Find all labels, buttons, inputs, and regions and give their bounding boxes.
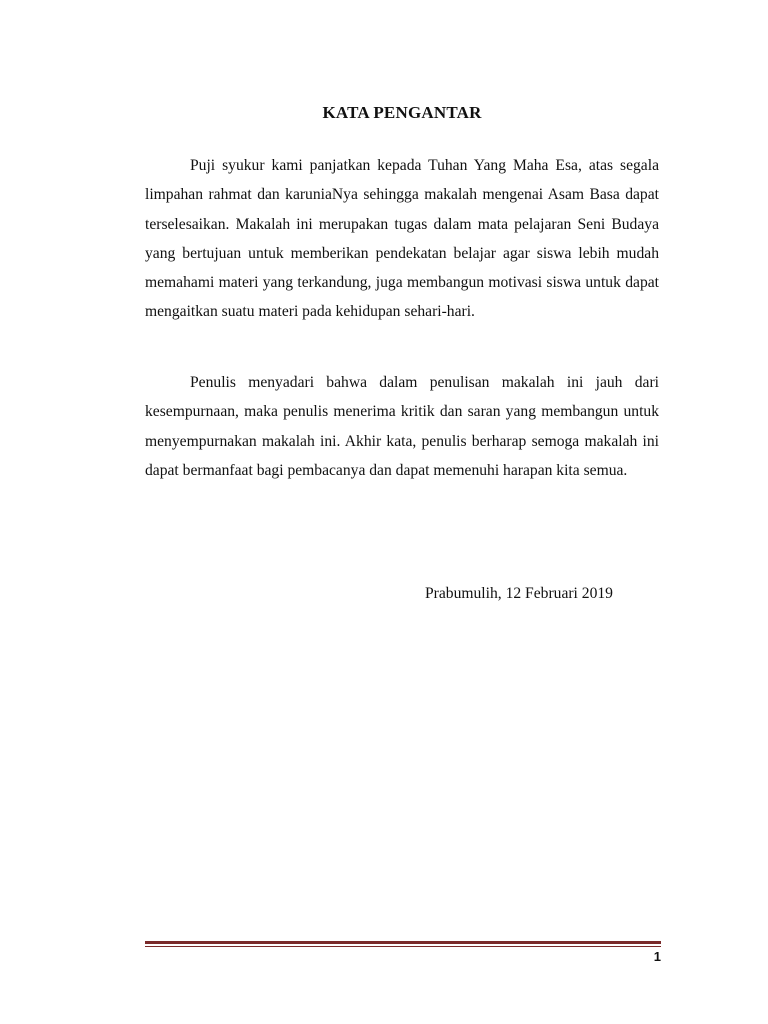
page-title: KATA PENGANTAR <box>322 103 482 122</box>
paragraph-1: Puji syukur kami panjatkan kepada Tuhan Yang Maha Esa, atas segala limpahan rahmat dan karuniaNya sehingga makalah mengenai Asam Basa dapat terselesaikan. Makalah ini merupakan tugas dalam mata pelajaran Seni Budaya yang bertujuan untuk memberikan pendekatan belajar agar siswa lebih mudah memahami materi yang terkandung, juga membangun motivasi siswa untuk dapat mengaitkan suatu materi pada kehidupan sehari-hari. <box>145 157 659 321</box>
footer-rule-thick <box>145 941 661 944</box>
page-number: 1 <box>653 949 661 964</box>
footer-rule-thin <box>145 946 661 947</box>
paragraph-2: Penulis menyadari bahwa dalam penulisan makalah ini jauh dari kesempurnaan, maka penulis menerima kritik dan saran yang membangun untuk menyempurnakan makalah ini. Akhir kata, penulis berharap semoga makalah ini dapat bermanfaat bagi pembacanya dan dapat memenuhi harapan kita semua. <box>145 374 659 479</box>
signature-place-date: Prabumulih, 12 Februari 2019 <box>425 585 613 602</box>
